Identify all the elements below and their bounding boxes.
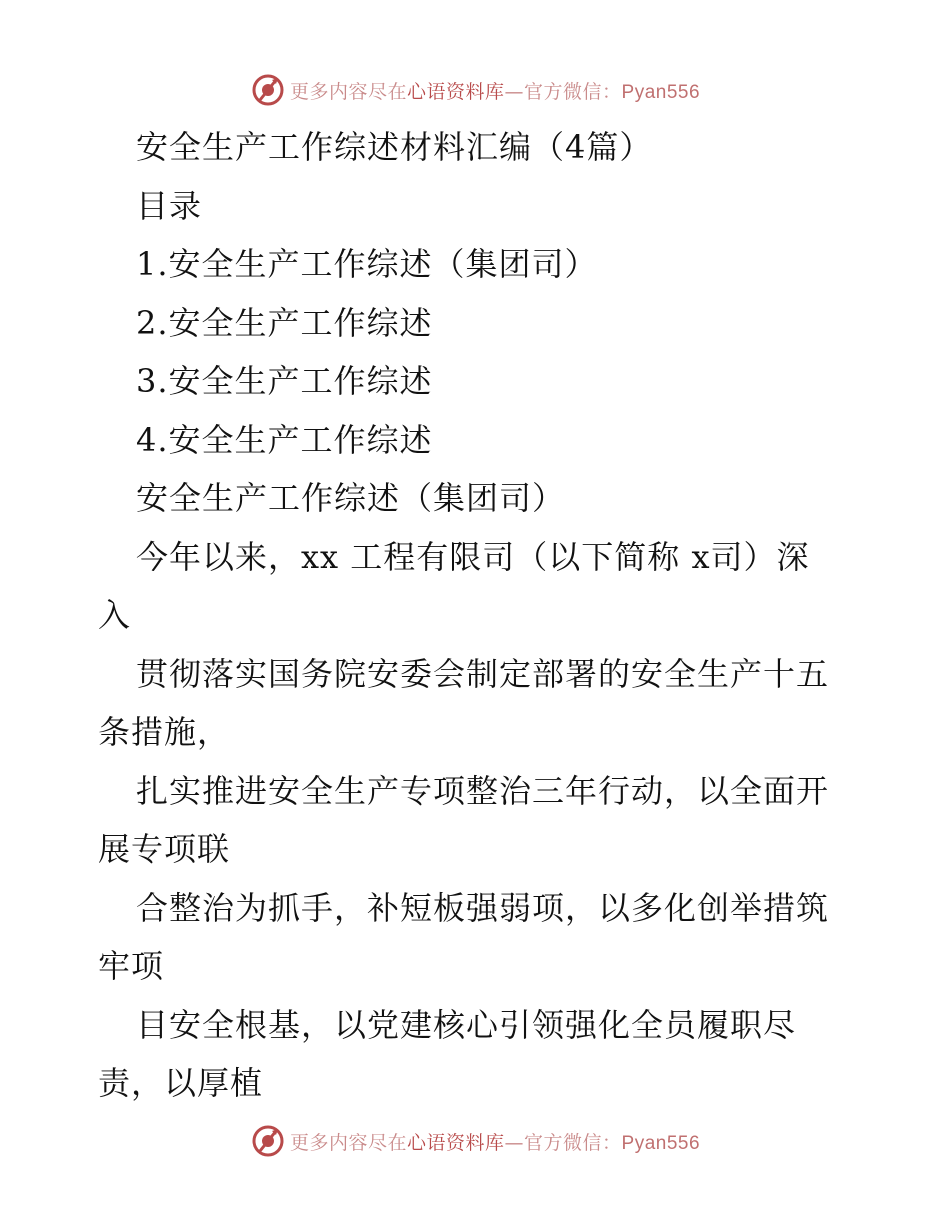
section-heading: 安全生产工作综述（集团司）: [136, 479, 566, 517]
watermark-suffix: —官方微信：: [504, 80, 622, 103]
watermark-handle: Pyan556: [621, 1132, 701, 1154]
paragraph-line: 条措施，: [98, 713, 231, 751]
toc-item-1: 1.安全生产工作综述（集团司）: [136, 245, 598, 283]
toc-heading: 目录: [136, 186, 203, 225]
header-watermark: [0, 70, 950, 110]
brand-logo-icon: [250, 1123, 286, 1159]
paragraph-line: 展专项联: [98, 830, 231, 868]
paragraph-line: 目安全根基，以党建核心引领强化全员履职尽: [136, 1005, 797, 1044]
brand-logo-icon: [250, 72, 286, 108]
watermark-text: [290, 1128, 700, 1155]
watermark-handle: Pyan556: [621, 81, 701, 103]
footer-watermark: [0, 1121, 950, 1161]
paragraph-line: 贯彻落实国务院安委会制定部署的安全生产十五: [136, 654, 830, 693]
paragraph-line: 责，以厚植: [98, 1064, 264, 1102]
document-body: [98, 118, 858, 1113]
watermark-prefix: 更多内容尽在: [289, 1131, 407, 1154]
paragraph-line: 今年以来，xx 工程有限司（以下简称 x司）深: [136, 537, 810, 576]
watermark-prefix: 更多内容尽在: [289, 80, 407, 103]
watermark-brand: 心语资料库: [406, 80, 505, 103]
paragraph-line: 扎实推进安全生产专项整治三年行动，以全面开: [136, 771, 830, 810]
watermark-brand: 心语资料库: [406, 1131, 505, 1154]
toc-item-3: 3.安全生产工作综述: [136, 362, 433, 400]
toc-item-4: 4.安全生产工作综述: [136, 420, 433, 459]
paragraph-line: 入: [98, 596, 132, 634]
toc-item-2: 2.安全生产工作综述: [136, 303, 433, 342]
paragraph-line: 牢项: [98, 947, 165, 985]
watermark-text: [290, 77, 700, 104]
paragraph-line: 合整治为抓手，补短板强弱项，以多化创举措筑: [136, 888, 830, 927]
document-title: 安全生产工作综述材料汇编（4篇）: [136, 128, 653, 166]
watermark-suffix: —官方微信：: [504, 1131, 622, 1154]
